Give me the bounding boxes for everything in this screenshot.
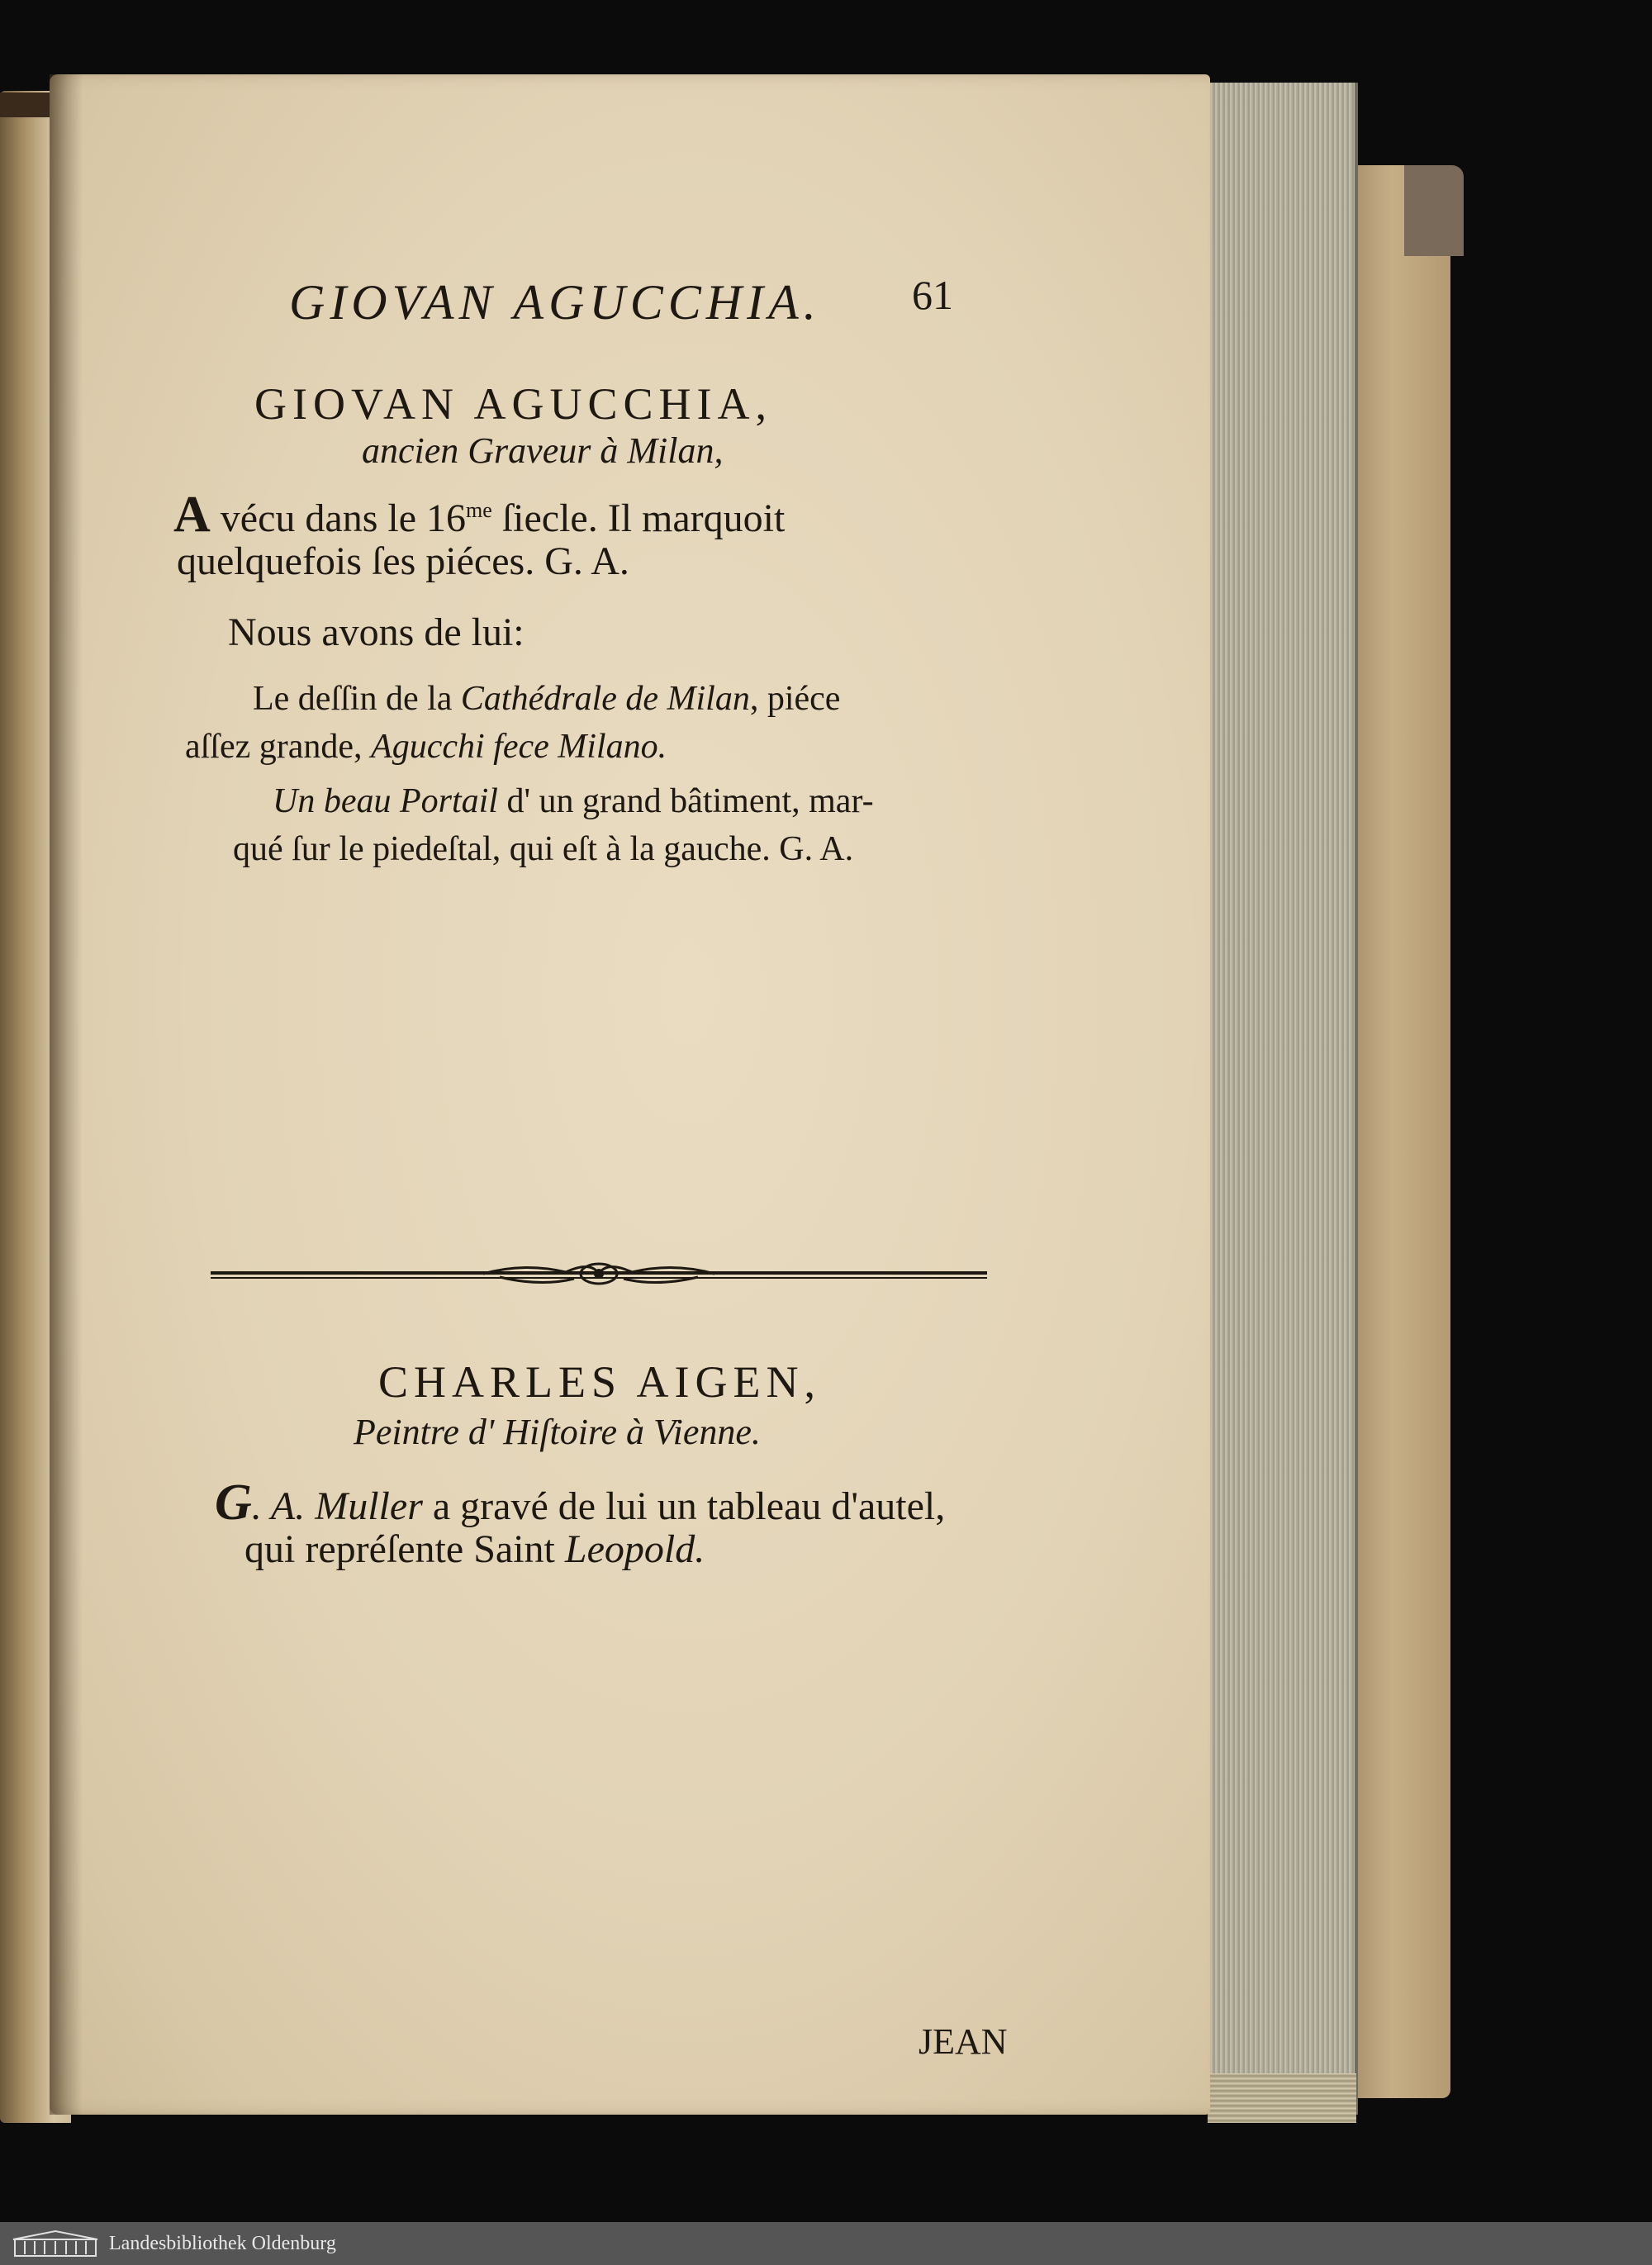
entry-subtitle-aigen: Peintre d' Hiſtoire à Vienne. [354, 1412, 761, 1452]
entry-paragraph-line: Nous avons de lui: [228, 610, 525, 654]
ornament-divider [211, 1259, 987, 1292]
entry-paragraph-line: quelquefois ſes piéces. G. A. [177, 539, 629, 583]
drop-cap: G [215, 1474, 252, 1531]
page-gutter-shadow [50, 74, 83, 2115]
page-edges-bottom [1208, 2073, 1356, 2123]
running-head: GIOVAN AGUCCHIA. [289, 275, 821, 330]
drop-cap: A [173, 487, 211, 543]
page-number: 61 [912, 272, 953, 318]
entry-title-aigen: CHARLES AIGEN, [378, 1357, 822, 1407]
page-edges [1208, 83, 1358, 2115]
back-cover-corner [1404, 165, 1464, 256]
list-item-line: Un beau Portail d' un grand bâtiment, mar- [273, 782, 874, 820]
entry-paragraph-line: A vécu dans le $16^{me}$ ſiecle. Il marquoit [173, 487, 786, 543]
entry-paragraph-line: G. A. Muller a gravé de lui un tableau d'autel, [215, 1474, 946, 1531]
list-item-line: Le deſſin de la Cathédrale de Milan, piéce [253, 680, 841, 718]
entry-title-agucchia: GIOVAN AGUCCHIA, [254, 379, 773, 429]
back-cover [1351, 165, 1450, 2098]
entry-subtitle-agucchia: ancien Graveur à Milan, [362, 430, 724, 471]
footer-library-name: Landesbibliothek Oldenburg [109, 2233, 336, 2254]
entry-paragraph-line: qui repréſente Saint Leopold. [244, 1527, 705, 1571]
library-building-icon [12, 2229, 99, 2258]
catchword: JEAN [919, 2021, 1008, 2062]
list-item-line: aſſez grande, Agucchi fece Milano. [185, 728, 667, 766]
list-item-line: qué ſur le piedeſtal, qui eſt à la gauche. G. A. [233, 830, 854, 868]
